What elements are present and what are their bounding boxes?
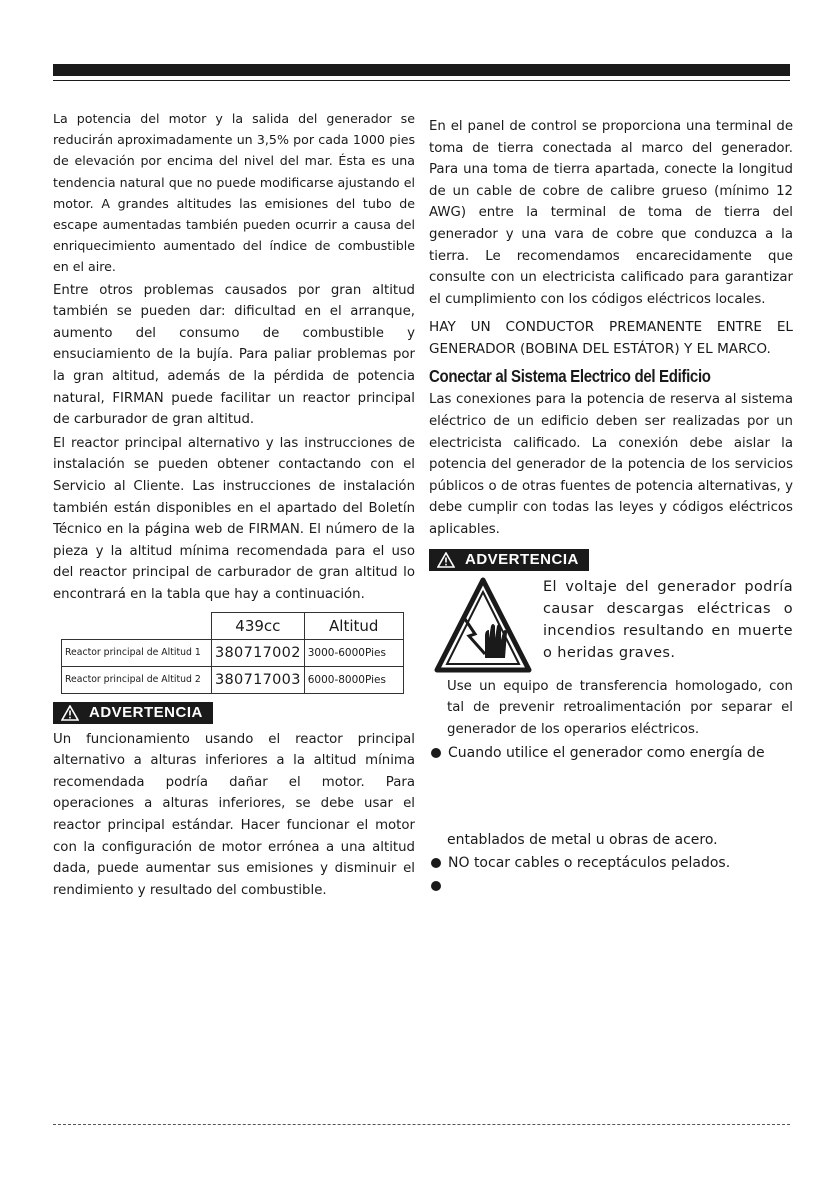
bullet-continuation-text: entablados de metal u obras de acero. (447, 832, 718, 849)
altitude-problems-paragraph: Entre otros problemas causados por gran altitud también se pueden dar: dificultad en el arranque, aumento del consumo de combustible y ensuciamiento de la bujía. Para paliar problemas por la gran altitud, además de la pérdida de potencia natural, FIRMAN puede facilitar un reactor principal de carburador de gran altitud. (53, 282, 415, 428)
warning-label: ADVERTENCIA (465, 551, 579, 568)
table-corner (62, 612, 212, 639)
row-label: Reactor principal de Altitud 1 (62, 639, 212, 666)
warning-banner-right (429, 549, 793, 572)
table-header-row (62, 612, 404, 639)
jet-instructions-paragraph: El reactor principal alternativo y las instrucciones de instalación se pueden obtener contactando con el Servicio al Cliente. Las instrucciones de instalación también están disponibles en el apartado del Boletín Técnico en la página web de FIRMAN. El número de la pieza y la altitud mínima recomendada para el uso del reactor principal de carburador de gran altitud lo encontrará en la tabla que hay a continuación. (53, 435, 415, 602)
table-header-cc: 439cc (212, 612, 305, 639)
list-item (429, 852, 793, 875)
row-label: Reactor principal de Altitud 2 (62, 666, 212, 693)
bullet-text: NO tocar cables o receptáculos pelados. (448, 855, 731, 872)
transfer-equipment-paragraph: Use un equipo de transferencia homologado, con tal de prevenir retroalimentación por separar el generador de los operarios eléctricos. (447, 678, 793, 737)
electric-shock-icon (433, 576, 533, 676)
warning-triangle-icon (437, 552, 455, 568)
part-number: 380717003 (212, 666, 305, 693)
jet-table (61, 612, 404, 694)
altitude-range: 6000-8000Pies (304, 666, 403, 693)
altitude-paragraph: La potencia del motor y la salida del generador se reducirán aproximadamente un 3,5% por cada 1000 pies de elevación por encima del nivel del mar. Ésta es una tendencia natural que no puede modificarse ajustando el motor. A grandes altitudes las emisiones del tubo de escape aumentadas también pueden ocurrir a causa del enriquecimiento aumentado del índice de combustible en el aire. (53, 111, 415, 275)
building-connection-paragraph: Las conexiones para la potencia de reserva al sistema eléctrico de un edificio deben ser realizadas por un electricista calificado. La conexión debe aislar la potencia del generador de la potencia de los servicios públicos o de otras fuentes de potencia alternativas, y debe cumplir con todas las leyes y códigos eléctricos aplicables. (429, 392, 793, 537)
header-bar (53, 64, 790, 76)
warning-triangle-icon (61, 705, 79, 721)
table-header-altitude: Altitud (304, 612, 403, 639)
table-row (62, 639, 404, 666)
jet-warning-paragraph: Un funcionamiento usando el reactor principal alternativo a alturas inferiores a la altitud mínima recomendada podría dañar el motor. Para operaciones a alturas inferiores, se debe usar el reactor principal estándar. Hacer funcionar el motor con la configuración de motor errónea a una altitud dada, puede aumentar sus emisiones y disminuir el rendimiento y resultado del combustible. (53, 731, 415, 898)
right-column (429, 108, 793, 891)
shock-warning-text: El voltaje del generador podría causar descargas eléctricas o incendios resultando en muerte o heridas graves. (543, 578, 793, 661)
footer-rule (53, 1124, 790, 1125)
electric-shock-warning (429, 576, 793, 676)
permanent-conductor-note: HAY UN CONDUCTOR PREMANENTE ENTRE EL GENERADOR (BOBINA DEL ESTÁTOR) Y EL MARCO. (429, 319, 793, 358)
list-item (429, 742, 793, 765)
left-column (53, 108, 415, 903)
bullet-text: Cuando utilice el generador como energía de (448, 745, 765, 762)
altitude-range: 3000-6000Pies (304, 639, 403, 666)
bullet-icon (431, 858, 441, 868)
bullet-icon (431, 748, 441, 758)
ground-terminal-paragraph: En el panel de control se proporciona una terminal de toma de tierra conectada al marco del generador. Para una toma de tierra apartada, conecte la longitud de un cable de cobre de calibre grueso (mínimo 12 AWG) entre la terminal de toma de tierra del generador y una vara de cobre que conduzca a la tierra. Le recomendamos encarecidamente que consulte con un electricista calificado para garantizar el cumplimiento con los códigos eléctricos locales. (429, 119, 793, 307)
header-rule (53, 80, 790, 81)
list-item-continuation (447, 829, 793, 852)
bullet-icon (431, 881, 441, 891)
table-row (62, 666, 404, 693)
warning-banner-left (53, 702, 415, 725)
warning-label: ADVERTENCIA (89, 704, 203, 722)
part-number: 380717002 (212, 639, 305, 666)
list-item (429, 875, 793, 891)
section-heading: Conectar al Sistema Electrico del Edificio (429, 366, 711, 387)
